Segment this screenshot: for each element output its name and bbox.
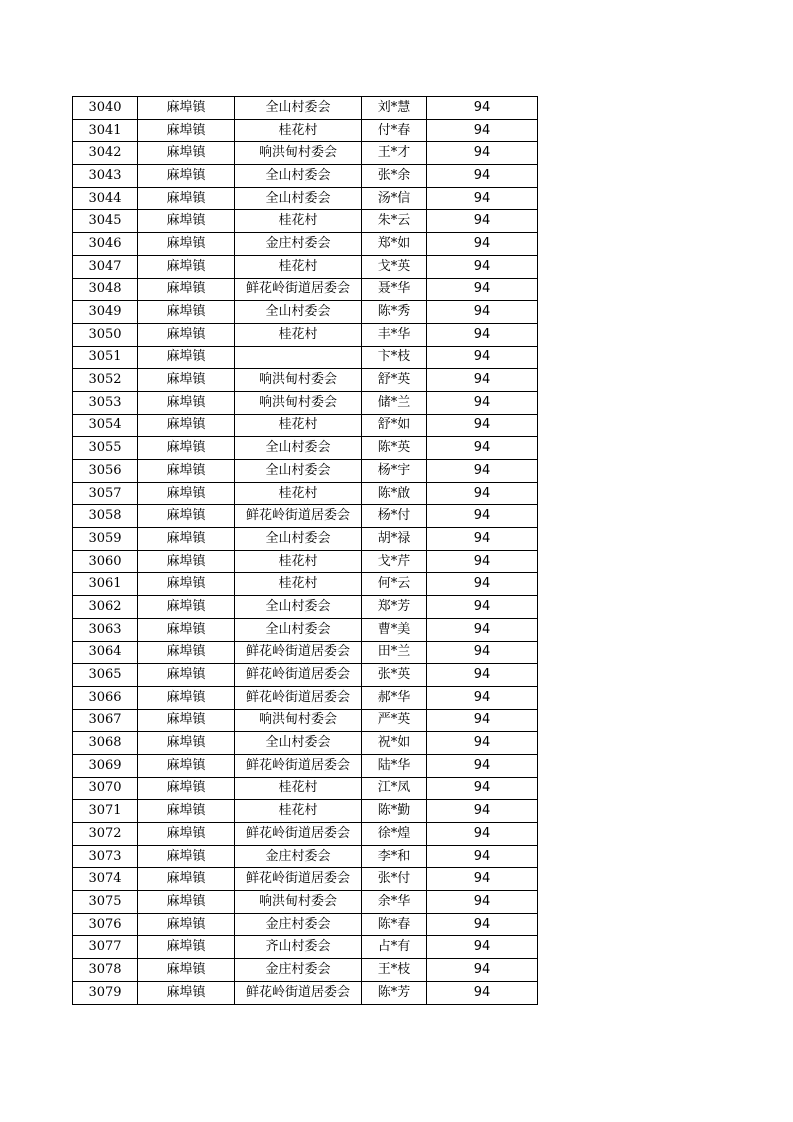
town-cell: 麻埠镇 [138,301,235,324]
town-cell: 麻埠镇 [138,119,235,142]
person-name-cell: 刘*慧 [362,97,427,120]
table-row [73,754,538,777]
village-cell: 全山村委会 [235,187,362,210]
record-id-cell: 3079 [73,981,138,1004]
town-cell: 麻埠镇 [138,550,235,573]
record-id-cell: 3062 [73,596,138,619]
table-row [73,641,538,664]
town-cell: 麻埠镇 [138,210,235,233]
village-cell: 鲜花岭街道居委会 [235,686,362,709]
record-id-cell: 3077 [73,936,138,959]
score-cell: 94 [427,346,538,369]
score-cell: 94 [427,437,538,460]
person-name-cell: 李*和 [362,845,427,868]
town-cell: 麻埠镇 [138,187,235,210]
table-row [73,550,538,573]
person-name-cell: 陈*勤 [362,800,427,823]
person-name-cell: 陈*啟 [362,482,427,505]
town-cell: 麻埠镇 [138,391,235,414]
village-cell: 响洪甸村委会 [235,369,362,392]
village-cell: 金庄村委会 [235,959,362,982]
village-cell: 桂花村 [235,550,362,573]
town-cell: 麻埠镇 [138,414,235,437]
town-cell: 麻埠镇 [138,278,235,301]
score-cell: 94 [427,641,538,664]
score-cell: 94 [427,391,538,414]
table-row [73,187,538,210]
town-cell: 麻埠镇 [138,618,235,641]
score-cell: 94 [427,187,538,210]
score-cell: 94 [427,573,538,596]
score-cell: 94 [427,800,538,823]
score-cell: 94 [427,596,538,619]
record-id-cell: 3078 [73,959,138,982]
table-row [73,233,538,256]
score-cell: 94 [427,414,538,437]
score-cell: 94 [427,550,538,573]
person-name-cell: 占*有 [362,936,427,959]
person-name-cell: 朱*云 [362,210,427,233]
score-cell: 94 [427,323,538,346]
village-cell: 全山村委会 [235,437,362,460]
record-id-cell: 3075 [73,891,138,914]
town-cell: 麻埠镇 [138,528,235,551]
record-id-cell: 3056 [73,460,138,483]
person-name-cell: 杨*付 [362,505,427,528]
table-row [73,845,538,868]
score-cell: 94 [427,142,538,165]
town-cell: 麻埠镇 [138,505,235,528]
score-cell: 94 [427,301,538,324]
record-id-cell: 3074 [73,868,138,891]
record-id-cell: 3071 [73,800,138,823]
town-cell: 麻埠镇 [138,823,235,846]
town-cell: 麻埠镇 [138,255,235,278]
table-row [73,505,538,528]
record-id-cell: 3055 [73,437,138,460]
village-cell: 金庄村委会 [235,233,362,256]
village-cell: 全山村委会 [235,528,362,551]
score-cell: 94 [427,618,538,641]
score-cell: 94 [427,278,538,301]
record-id-cell: 3069 [73,754,138,777]
score-cell: 94 [427,460,538,483]
table-row [73,936,538,959]
table-row [73,369,538,392]
score-cell: 94 [427,823,538,846]
town-cell: 麻埠镇 [138,686,235,709]
record-id-cell: 3043 [73,165,138,188]
record-id-cell: 3061 [73,573,138,596]
person-name-cell: 储*兰 [362,391,427,414]
town-cell: 麻埠镇 [138,596,235,619]
score-cell: 94 [427,686,538,709]
village-cell: 全山村委会 [235,596,362,619]
town-cell: 麻埠镇 [138,97,235,120]
table-row [73,959,538,982]
record-id-cell: 3054 [73,414,138,437]
score-cell: 94 [427,913,538,936]
person-name-cell: 戈*芹 [362,550,427,573]
town-cell: 麻埠镇 [138,891,235,914]
village-cell: 桂花村 [235,119,362,142]
score-cell: 94 [427,891,538,914]
record-id-cell: 3057 [73,482,138,505]
table-row [73,165,538,188]
score-cell: 94 [427,868,538,891]
village-cell: 桂花村 [235,573,362,596]
record-id-cell: 3058 [73,505,138,528]
person-name-cell: 陆*华 [362,754,427,777]
town-cell: 麻埠镇 [138,460,235,483]
town-cell: 麻埠镇 [138,936,235,959]
score-cell: 94 [427,959,538,982]
table-row [73,664,538,687]
score-cell: 94 [427,210,538,233]
person-name-cell: 何*云 [362,573,427,596]
village-cell: 桂花村 [235,210,362,233]
record-id-cell: 3050 [73,323,138,346]
person-name-cell: 张*付 [362,868,427,891]
town-cell: 麻埠镇 [138,437,235,460]
record-id-cell: 3048 [73,278,138,301]
village-cell: 桂花村 [235,255,362,278]
village-cell: 鲜花岭街道居委会 [235,754,362,777]
town-cell: 麻埠镇 [138,165,235,188]
person-name-cell: 舒*如 [362,414,427,437]
records-table [72,96,538,1005]
table-row [73,142,538,165]
record-id-cell: 3049 [73,301,138,324]
score-cell: 94 [427,233,538,256]
score-cell: 94 [427,732,538,755]
record-id-cell: 3044 [73,187,138,210]
person-name-cell: 徐*煌 [362,823,427,846]
village-cell: 鲜花岭街道居委会 [235,278,362,301]
record-id-cell: 3042 [73,142,138,165]
table-row [73,891,538,914]
person-name-cell: 杨*宇 [362,460,427,483]
town-cell: 麻埠镇 [138,664,235,687]
village-cell: 响洪甸村委会 [235,891,362,914]
village-cell: 桂花村 [235,800,362,823]
town-cell: 麻埠镇 [138,233,235,256]
table-row [73,800,538,823]
record-id-cell: 3076 [73,913,138,936]
record-id-cell: 3060 [73,550,138,573]
town-cell: 麻埠镇 [138,641,235,664]
person-name-cell: 张*英 [362,664,427,687]
score-cell: 94 [427,505,538,528]
village-cell: 鲜花岭街道居委会 [235,664,362,687]
table-row [73,414,538,437]
person-name-cell: 陈*芳 [362,981,427,1004]
town-cell: 麻埠镇 [138,142,235,165]
person-name-cell: 江*凤 [362,777,427,800]
score-cell: 94 [427,97,538,120]
village-cell: 全山村委会 [235,732,362,755]
records-table-body [73,97,538,1005]
village-cell: 桂花村 [235,414,362,437]
record-id-cell: 3068 [73,732,138,755]
person-name-cell: 卞*枝 [362,346,427,369]
village-cell: 鲜花岭街道居委会 [235,868,362,891]
person-name-cell: 郑*芳 [362,596,427,619]
person-name-cell: 胡*禄 [362,528,427,551]
score-cell: 94 [427,664,538,687]
record-id-cell: 3041 [73,119,138,142]
town-cell: 麻埠镇 [138,732,235,755]
table-row [73,323,538,346]
table-row [73,686,538,709]
table-row [73,210,538,233]
village-cell: 桂花村 [235,323,362,346]
table-row [73,391,538,414]
person-name-cell: 郑*如 [362,233,427,256]
table-row [73,346,538,369]
person-name-cell: 祝*如 [362,732,427,755]
village-cell: 鲜花岭街道居委会 [235,505,362,528]
town-cell: 麻埠镇 [138,482,235,505]
record-id-cell: 3046 [73,233,138,256]
village-cell: 鲜花岭街道居委会 [235,981,362,1004]
record-id-cell: 3070 [73,777,138,800]
score-cell: 94 [427,845,538,868]
village-cell: 响洪甸村委会 [235,142,362,165]
town-cell: 麻埠镇 [138,845,235,868]
table-row [73,709,538,732]
score-cell: 94 [427,482,538,505]
person-name-cell: 聂*华 [362,278,427,301]
record-id-cell: 3053 [73,391,138,414]
town-cell: 麻埠镇 [138,959,235,982]
person-name-cell: 王*才 [362,142,427,165]
person-name-cell: 陈*春 [362,913,427,936]
town-cell: 麻埠镇 [138,754,235,777]
village-cell: 金庄村委会 [235,845,362,868]
record-id-cell: 3067 [73,709,138,732]
score-cell: 94 [427,981,538,1004]
table-row [73,460,538,483]
table-row [73,119,538,142]
score-cell: 94 [427,754,538,777]
person-name-cell: 郝*华 [362,686,427,709]
village-cell: 全山村委会 [235,97,362,120]
table-row [73,823,538,846]
village-cell: 全山村委会 [235,460,362,483]
village-cell: 全山村委会 [235,618,362,641]
person-name-cell: 汤*信 [362,187,427,210]
person-name-cell: 付*春 [362,119,427,142]
table-row [73,97,538,120]
record-id-cell: 3040 [73,97,138,120]
town-cell: 麻埠镇 [138,369,235,392]
person-name-cell: 严*英 [362,709,427,732]
village-cell: 全山村委会 [235,301,362,324]
score-cell: 94 [427,528,538,551]
town-cell: 麻埠镇 [138,981,235,1004]
person-name-cell: 陈*秀 [362,301,427,324]
village-cell: 响洪甸村委会 [235,391,362,414]
record-id-cell: 3059 [73,528,138,551]
town-cell: 麻埠镇 [138,346,235,369]
village-cell: 金庄村委会 [235,913,362,936]
town-cell: 麻埠镇 [138,800,235,823]
person-name-cell: 曹*美 [362,618,427,641]
score-cell: 94 [427,119,538,142]
town-cell: 麻埠镇 [138,868,235,891]
table-row [73,301,538,324]
village-cell: 桂花村 [235,482,362,505]
record-id-cell: 3047 [73,255,138,278]
village-cell: 桂花村 [235,777,362,800]
score-cell: 94 [427,255,538,278]
town-cell: 麻埠镇 [138,777,235,800]
person-name-cell: 余*华 [362,891,427,914]
table-row [73,528,538,551]
person-name-cell: 陈*英 [362,437,427,460]
score-cell: 94 [427,165,538,188]
record-id-cell: 3065 [73,664,138,687]
record-id-cell: 3052 [73,369,138,392]
table-row [73,981,538,1004]
record-id-cell: 3063 [73,618,138,641]
village-cell [235,346,362,369]
village-cell: 响洪甸村委会 [235,709,362,732]
table-row [73,255,538,278]
table-row [73,437,538,460]
village-cell: 齐山村委会 [235,936,362,959]
table-row [73,913,538,936]
table-row [73,482,538,505]
person-name-cell: 王*枝 [362,959,427,982]
table-row [73,868,538,891]
person-name-cell: 张*余 [362,165,427,188]
score-cell: 94 [427,777,538,800]
town-cell: 麻埠镇 [138,913,235,936]
person-name-cell: 戈*英 [362,255,427,278]
person-name-cell: 舒*英 [362,369,427,392]
person-name-cell: 田*兰 [362,641,427,664]
record-id-cell: 3045 [73,210,138,233]
village-cell: 鲜花岭街道居委会 [235,823,362,846]
town-cell: 麻埠镇 [138,573,235,596]
table-row [73,777,538,800]
table-row [73,278,538,301]
score-cell: 94 [427,369,538,392]
record-id-cell: 3051 [73,346,138,369]
person-name-cell: 丰*华 [362,323,427,346]
score-cell: 94 [427,936,538,959]
record-id-cell: 3066 [73,686,138,709]
score-cell: 94 [427,709,538,732]
village-cell: 全山村委会 [235,165,362,188]
table-row [73,596,538,619]
record-id-cell: 3064 [73,641,138,664]
record-id-cell: 3073 [73,845,138,868]
table-row [73,732,538,755]
table-row [73,618,538,641]
table-row [73,573,538,596]
town-cell: 麻埠镇 [138,709,235,732]
town-cell: 麻埠镇 [138,323,235,346]
record-id-cell: 3072 [73,823,138,846]
village-cell: 鲜花岭街道居委会 [235,641,362,664]
